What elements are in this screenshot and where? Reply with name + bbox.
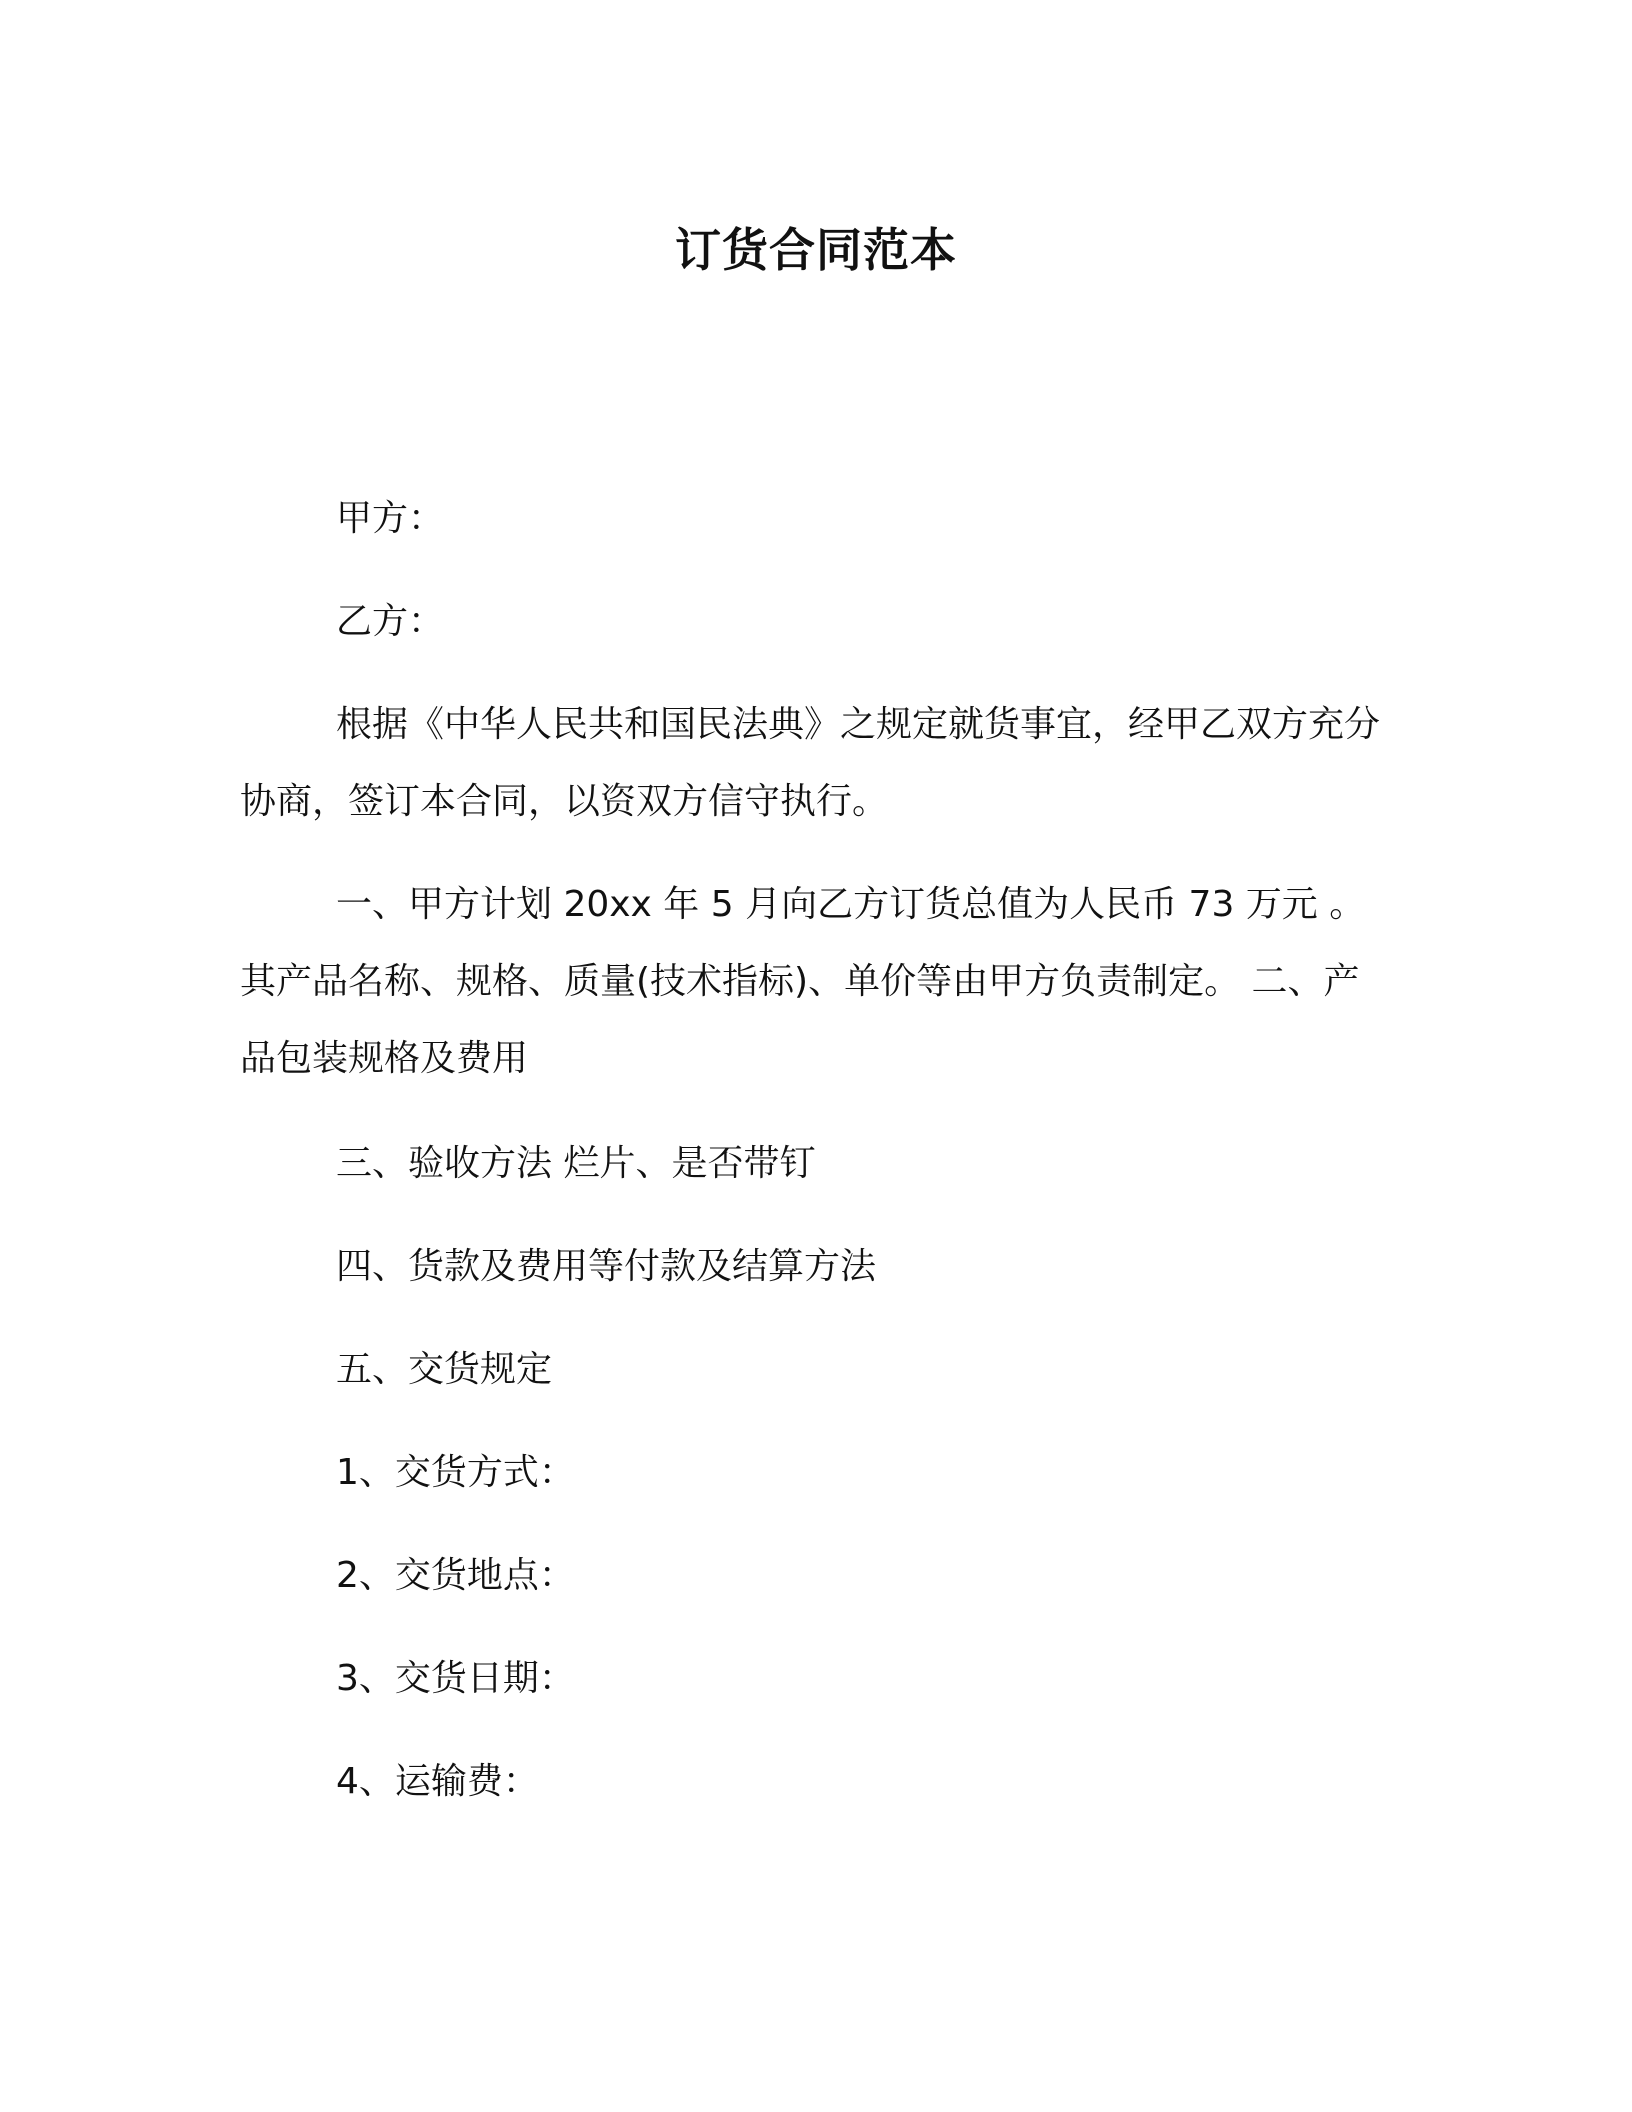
document-title: 订货合同范本 <box>675 223 957 277</box>
clause-1-paragraph: 一、甲方计划 20xx 年 5 月向乙方订货总值为人民币 73 万元 。其产品名称、规格、质量(技术指标)、单价等由甲方负责制定。 二、产品包装规格及费用 <box>240 884 1366 1079</box>
shipping-fee-line: 4、运输费： <box>336 1761 539 1802</box>
preamble-paragraph: 根据《中华人民共和国民法典》之规定就货事宜，经甲乙双方充分协商，签订本合同，以资双方信守执行。 <box>240 704 1381 822</box>
delivery-location-line: 2、交货地点： <box>336 1555 575 1596</box>
delivery-method-line: 1、交货方式： <box>336 1452 575 1493</box>
party-a-line: 甲方： <box>336 498 445 539</box>
party-b-line: 乙方： <box>336 601 445 642</box>
clause-5-heading: 五、交货规定 <box>336 1349 553 1390</box>
delivery-date-line: 3、交货日期： <box>336 1658 575 1699</box>
clause-4-paragraph: 四、货款及费用等付款及结算方法 <box>336 1246 877 1287</box>
clause-3-paragraph: 三、验收方法 烂片、是否带钉 <box>336 1143 816 1184</box>
